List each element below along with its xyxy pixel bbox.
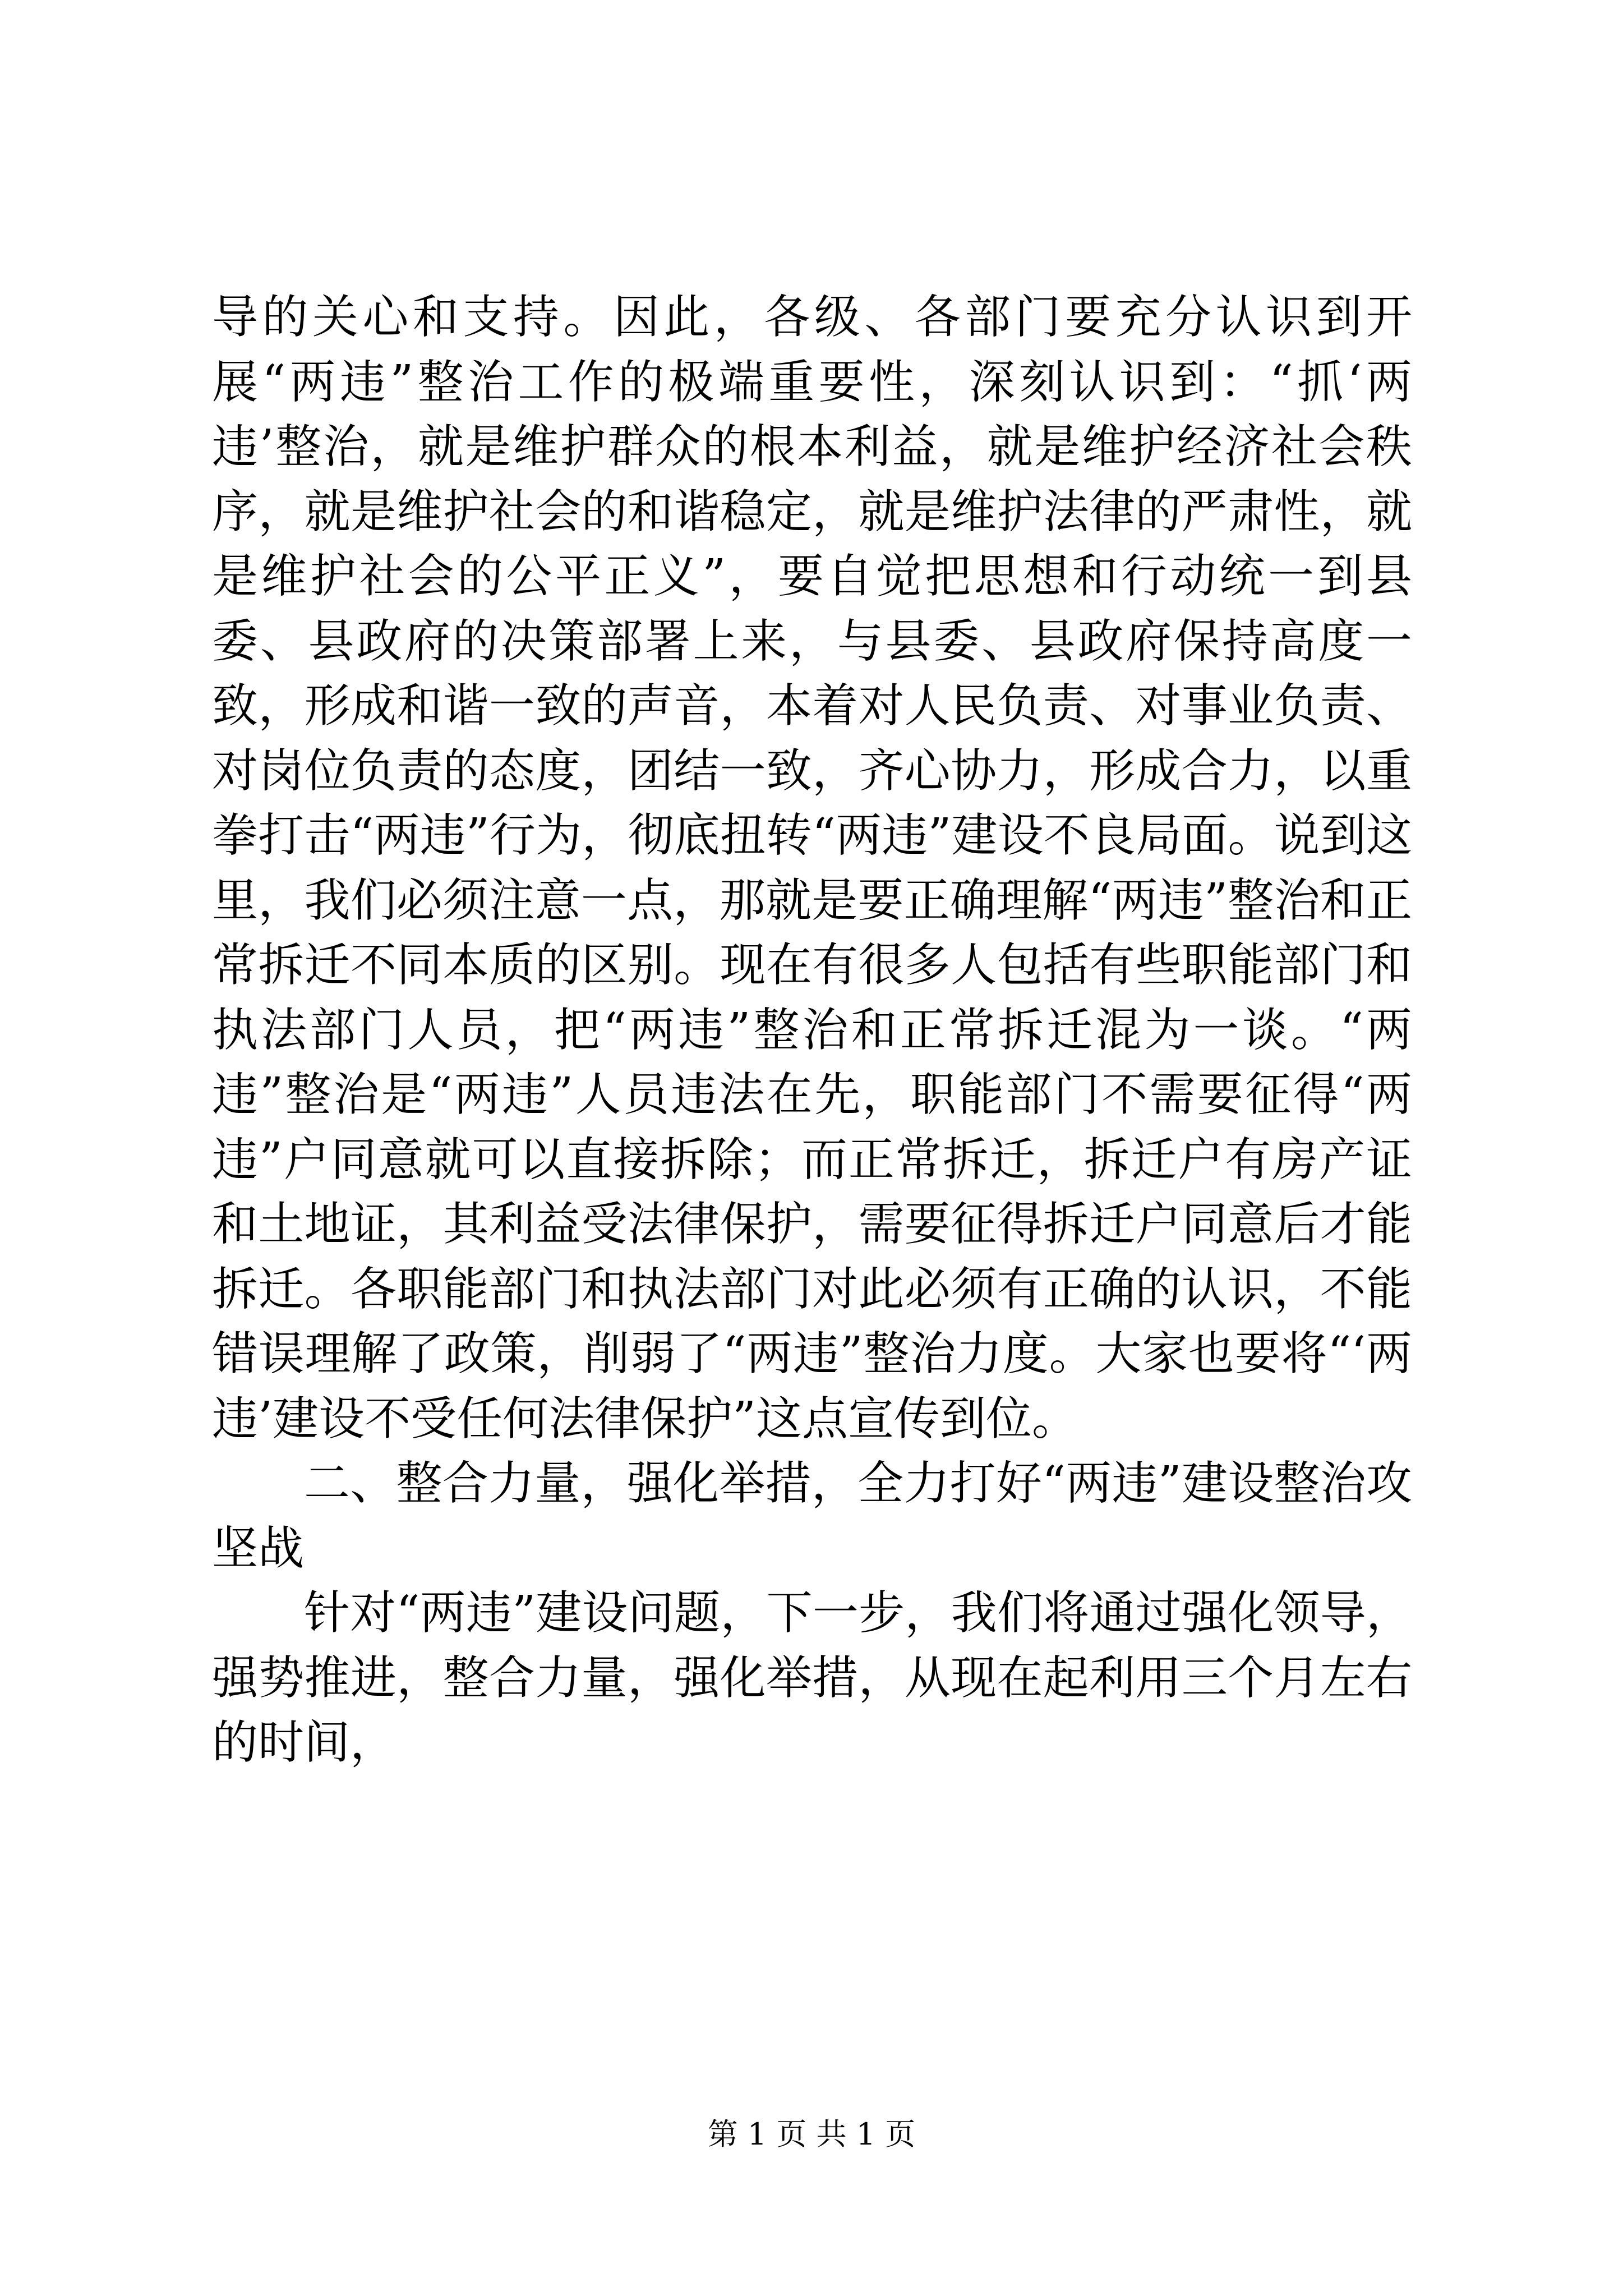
paragraph-continuation: 导的关心和支持。因此，各级、各部门要充分认识到开展“两违”整治工作的极端重要性，深刻认识到：“抓‘两违’整治，就是维护群众的根本利益，就是维护经济社会秩序，就是维护社会的和谐稳定，就是维护法律的严肃性，就是维护社会的公平正义”，要自觉把思想和行动统一到县委、县政府的决策部署上来，与县委、县政府保持高度一致，形成和谐一致的声音，本着对人民负责、对事业负责、对岗位负责的态度，团结一致，齐心协力，形成合力，以重拳打击“两违”行为，彻底扭转“两违”建设不良局面。说到这里，我们必须注意一点，那就是要正确理解“两违”整治和正常拆迁不同本质的区别。现在有很多人包括有些职能部门和执法部门人员，把“两违”整治和正常拆迁混为一谈。“两违”整治是“两违”人员违法在先，职能部门不需要征得“两违”户同意就可以直接拆除；而正常拆迁，拆迁户有房产证和土地证，其利益受法律保护，需要征得拆迁户同意后才能拆迁。各职能部门和执法部门对此必须有正确的认识，不能错误理解了政策，削弱了“两违”整治力度。大家也要将“‘两违’建设不受任何法律保护”这点宣传到位。 — [212, 291, 1412, 1446]
section-heading: 二、整合力量，强化举措，全力打好“两违”建设整治攻坚战 — [212, 1457, 1412, 1575]
page-footer: 第 1 页 共 1 页 — [707, 2116, 916, 2152]
paragraph-body: 针对“两违”建设问题，下一步，我们将通过强化领导，强势推进，整合力量，强化举措，从现在起利用三个月左右的时间， — [212, 1586, 1412, 1769]
document-body — [212, 285, 1412, 1775]
